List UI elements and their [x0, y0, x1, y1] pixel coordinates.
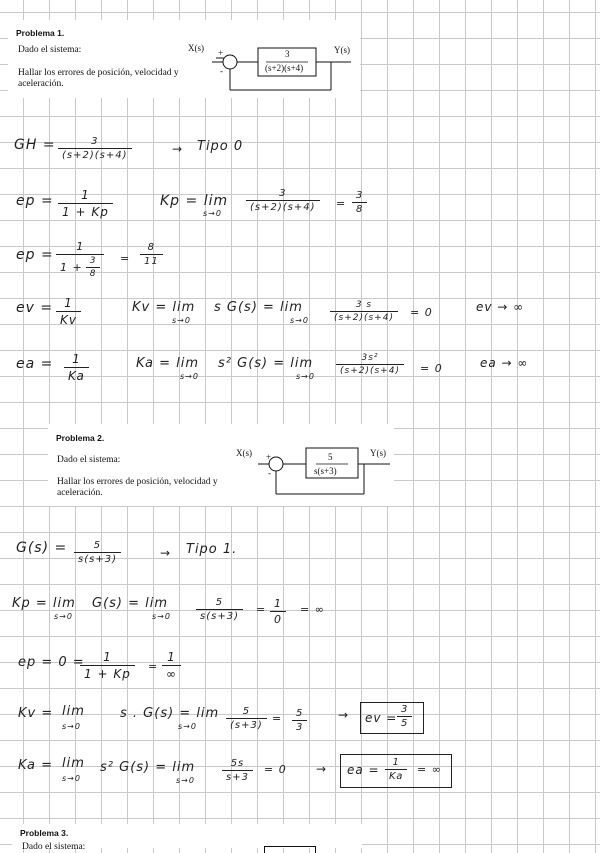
- p2-kv-arrow: →: [338, 708, 350, 722]
- p2-kp-sub: s→0: [54, 612, 73, 621]
- problem1-plus-sign: +: [218, 48, 224, 58]
- problem1-card: [8, 20, 360, 98]
- problem2-minus-sign: -: [268, 468, 271, 478]
- p1-ka-sub: s→0: [180, 372, 199, 381]
- p1-ka-result: = 0: [420, 362, 443, 375]
- p1-gh-fraction: 3 (s+2)(s+4): [58, 136, 132, 161]
- problem1-task: Hallar los errores de posición, velocidad y aceleración.: [18, 68, 179, 89]
- p2-kv-sub: s→0: [62, 722, 81, 731]
- p1-kv-sub: s→0: [172, 316, 191, 325]
- p1-ep2-lhs: ep =: [16, 247, 54, 263]
- p1-ka-sub2: s→0: [296, 372, 315, 381]
- problem1-title: Problema 1.: [16, 28, 65, 38]
- p2-ka-sub2: s→0: [176, 776, 195, 785]
- p2-ka-lhs: Ka =: [18, 758, 54, 773]
- p1-ka-lhs: Ka = lim: [136, 356, 200, 371]
- problem1-given: Dado el sistema:: [18, 45, 82, 55]
- problem3-given: Dado el sistema:: [22, 842, 86, 852]
- p2-g-lhs: G(s) =: [16, 540, 68, 556]
- p1-ep2-result: 8 11: [140, 242, 163, 267]
- problem1-input-label: X(s): [188, 43, 204, 53]
- p1-ep2-fraction: 1 1 + $\frac{3}{8}$: [56, 240, 104, 279]
- p1-kp-lhs: Kp = lim: [160, 193, 229, 209]
- p1-kp-fraction: 3 (s+2)(s+4): [246, 188, 320, 213]
- p1-kp-sub: s→0: [203, 209, 222, 218]
- p2-kp-result: 1 0: [270, 597, 286, 626]
- p2-kv-lhs: Kv =: [18, 706, 54, 721]
- p1-ka-mid: s² G(s) = lim: [218, 356, 314, 371]
- p1-kv-conclusion: ev → ∞: [476, 300, 525, 314]
- p1-arrow-tipo: →: [172, 142, 184, 156]
- p1-ev-fraction: 1 Kv: [56, 296, 81, 327]
- problem1-tf-numerator: 3: [285, 49, 290, 59]
- problem3-card: [12, 824, 362, 852]
- p2-kp-fraction: 5 s(s+3): [196, 597, 243, 622]
- p2-kv-mid: s . G(s) = lim: [120, 706, 220, 721]
- problem2-tf-denominator: s(s+3): [314, 466, 337, 476]
- p1-ev-lhs: ev =: [16, 300, 54, 316]
- p2-ep-fraction: 1 1 + Kp: [80, 650, 135, 681]
- p2-ka-arrow: →: [316, 762, 328, 776]
- p2-ep-result: 1 ∞: [162, 650, 181, 681]
- problem2-output-label: Y(s): [370, 448, 386, 458]
- p2-kp-eq: =: [256, 603, 267, 616]
- p2-ep-lhs: ep = 0 =: [18, 655, 85, 670]
- p2-kv-eq: =: [272, 712, 283, 725]
- p2-kv-lim: lim: [62, 704, 85, 719]
- p2-kp-result2: = ∞: [300, 603, 325, 616]
- p1-kp-result: 3 8: [352, 190, 367, 215]
- p2-arrow-tipo: →: [160, 546, 172, 560]
- p1-ep2-eq: =: [120, 252, 131, 265]
- problem2-title: Problema 2.: [56, 433, 105, 443]
- p2-ka-lim: lim: [62, 756, 85, 771]
- p2-kv-result: 5 3: [292, 708, 307, 733]
- p2-kp-mid: G(s) = lim: [92, 596, 169, 611]
- p1-ea-fraction: 1 Ka: [64, 352, 89, 383]
- p1-tipo-label: Tipo 0: [197, 139, 244, 154]
- p1-ep-lhs: ep =: [16, 193, 54, 209]
- problem1-tf-denominator: (s+2)(s+4): [265, 63, 304, 73]
- p2-ep-eq: =: [148, 660, 159, 673]
- p1-kv-mid: s G(s) = lim: [214, 300, 303, 315]
- problem2-input-label: X(s): [236, 448, 252, 458]
- p2-ev-boxed-result: ev = 3 5: [360, 702, 424, 734]
- p1-ep-fraction: 1 1 + Kp: [58, 188, 113, 219]
- p2-kp-sub2: s→0: [152, 612, 171, 621]
- p2-ka-mid: s² G(s) = lim: [100, 760, 196, 775]
- p1-kv-sub2: s→0: [290, 316, 309, 325]
- p2-kp-lhs: Kp = lim: [12, 596, 76, 611]
- problem2-plus-sign: +: [266, 452, 272, 462]
- problem1-output-label: Y(s): [334, 45, 350, 55]
- p2-tipo-label: Tipo 1.: [186, 542, 238, 557]
- p1-kv-fraction: 3 s (s+2)(s+4): [330, 300, 398, 323]
- p1-kp-eq: =: [336, 197, 347, 210]
- problem2-card: [48, 424, 394, 506]
- p2-ka-sub: s→0: [62, 774, 81, 783]
- problem1-block-diagram: [186, 22, 358, 94]
- p1-kv-result: = 0: [410, 306, 433, 319]
- p2-ka-fraction: 5s s+3: [222, 758, 253, 783]
- problem2-block-diagram: [232, 428, 392, 504]
- problem1-minus-sign: -: [220, 66, 223, 76]
- problem2-given: Dado el sistema:: [57, 455, 121, 465]
- problem2-task: Hallar los errores de posición, velocidad y aceleración.: [57, 477, 218, 498]
- p2-kv-sub2: s→0: [178, 722, 197, 731]
- p2-g-fraction: 5 s(s+3): [74, 540, 121, 565]
- p1-ea-lhs: ea =: [16, 356, 54, 372]
- p1-gh-lhs: GH =: [14, 137, 56, 153]
- p2-ka-result: = 0: [264, 763, 287, 776]
- p2-kv-fraction: 5 (s+3): [226, 706, 267, 731]
- problem3-diagram-box: [264, 846, 316, 853]
- p1-kv-lhs: Kv = lim: [132, 300, 196, 315]
- p1-ka-fraction: 3s² (s+2)(s+4): [336, 353, 404, 376]
- problem3-title: Problema 3.: [20, 828, 69, 838]
- p1-ka-conclusion: ea → ∞: [480, 356, 529, 370]
- problem2-tf-numerator: 5: [328, 452, 333, 462]
- p2-ea-boxed-result: ea = 1 Ka = ∞: [340, 754, 452, 788]
